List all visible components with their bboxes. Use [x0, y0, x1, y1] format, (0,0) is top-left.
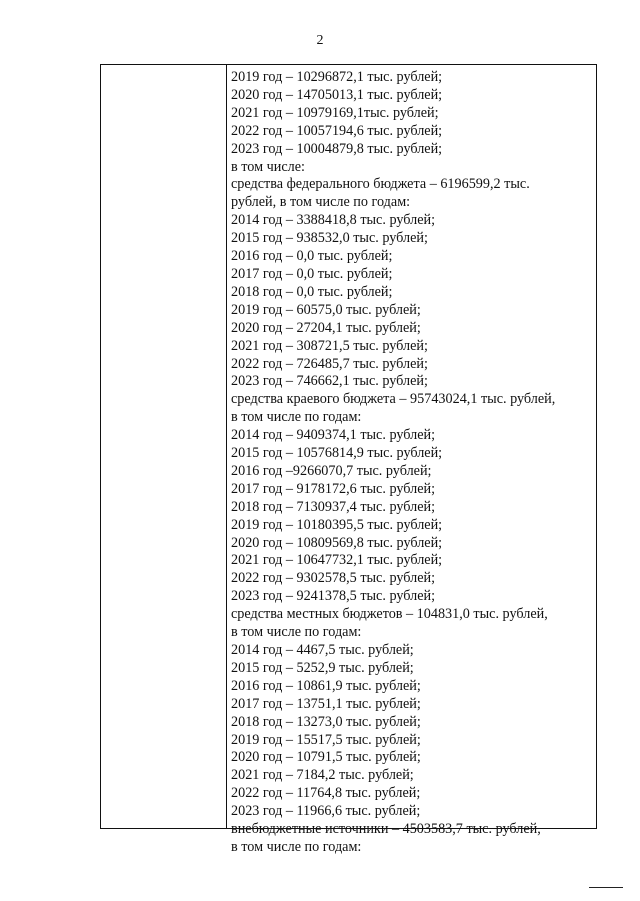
funding-line: 2021 год – 308721,5 тыс. рублей; — [231, 337, 428, 354]
funding-line: 2016 год – 0,0 тыс. рублей; — [231, 248, 393, 265]
table-label-cell — [101, 65, 227, 828]
funding-line: 2021 год – 10647732,1 тыс. рублей; — [231, 552, 443, 569]
funding-line: 2019 год – 10180395,5 тыс. рублей; — [231, 516, 443, 533]
funding-line: 2018 год – 7130937,4 тыс. рублей; — [231, 498, 436, 515]
funding-line: 2018 год – 0,0 тыс. рублей; — [231, 283, 393, 300]
footer-mark — [589, 887, 623, 888]
funding-line: 2015 год – 938532,0 тыс. рублей; — [231, 230, 428, 247]
funding-line: в том числе по годам: — [231, 409, 362, 426]
table-content-cell — [227, 65, 596, 855]
funding-line: 2014 год – 9409374,1 тыс. рублей; — [231, 427, 436, 444]
funding-line: 2015 год – 5252,9 тыс. рублей; — [231, 659, 414, 676]
funding-line: 2019 год – 15517,5 тыс. рублей; — [231, 731, 421, 748]
funding-line: средства федерального бюджета – 6196599,2 тыс. — [231, 176, 530, 193]
funding-line: 2023 год – 746662,1 тыс. рублей; — [231, 373, 428, 390]
funding-line: 2016 год – 10861,9 тыс. рублей; — [231, 677, 421, 694]
funding-line: средства местных бюджетов – 104831,0 тыс. рублей, — [231, 606, 548, 623]
funding-line: 2017 год – 13751,1 тыс. рублей; — [231, 695, 421, 712]
funding-line: 2021 год – 10979169,1тыс. рублей; — [231, 104, 439, 121]
funding-table — [100, 64, 597, 855]
funding-line: 2022 год – 11764,8 тыс. рублей; — [231, 785, 421, 802]
funding-line: 2020 год – 10809569,8 тыс. рублей; — [231, 534, 443, 551]
funding-line: 2018 год – 13273,0 тыс. рублей; — [231, 713, 421, 730]
funding-line: 2020 год – 27204,1 тыс. рублей; — [231, 319, 421, 336]
funding-line: 2023 год – 10004879,8 тыс. рублей; — [231, 140, 443, 157]
funding-line: в том числе: — [231, 158, 305, 175]
funding-line: 2019 год – 10296872,1 тыс. рублей; — [231, 69, 443, 85]
funding-line: 2021 год – 7184,2 тыс. рублей; — [231, 767, 414, 784]
funding-line: 2014 год – 4467,5 тыс. рублей; — [231, 642, 414, 658]
funding-line: в том числе по годам: — [231, 624, 362, 641]
funding-line: 2022 год – 9302578,5 тыс. рублей; — [231, 570, 436, 587]
funding-line: 2020 год – 14705013,1 тыс. рублей; — [231, 86, 443, 103]
funding-line: внебюджетные источники – 4503583,7 тыс. рублей, — [231, 821, 541, 838]
funding-line: 2016 год –9266070,7 тыс. рублей; — [231, 462, 432, 479]
funding-line: 2017 год – 0,0 тыс. рублей; — [231, 265, 393, 282]
funding-line: 2019 год – 60575,0 тыс. рублей; — [231, 301, 421, 318]
funding-line: 2015 год – 10576814,9 тыс. рублей; — [231, 445, 443, 462]
funding-line: 2014 год – 3388418,8 тыс. рублей; — [231, 212, 436, 229]
funding-line: 2023 год – 11966,6 тыс. рублей; — [231, 803, 421, 820]
funding-line: 2020 год – 10791,5 тыс. рублей; — [231, 749, 421, 766]
funding-line: 2022 год – 726485,7 тыс. рублей; — [231, 355, 428, 372]
funding-line: 2017 год – 9178172,6 тыс. рублей; — [231, 480, 436, 497]
funding-line: 2023 год – 9241378,5 тыс. рублей; — [231, 588, 436, 605]
funding-line: рублей, в том числе по годам: — [231, 194, 411, 211]
funding-line: 2022 год – 10057194,6 тыс. рублей; — [231, 122, 443, 139]
funding-line: в том числе по годам: — [231, 838, 362, 855]
page-number: 2 — [316, 33, 324, 48]
funding-line: средства краевого бюджета – 95743024,1 тыс. рублей, — [231, 391, 556, 408]
